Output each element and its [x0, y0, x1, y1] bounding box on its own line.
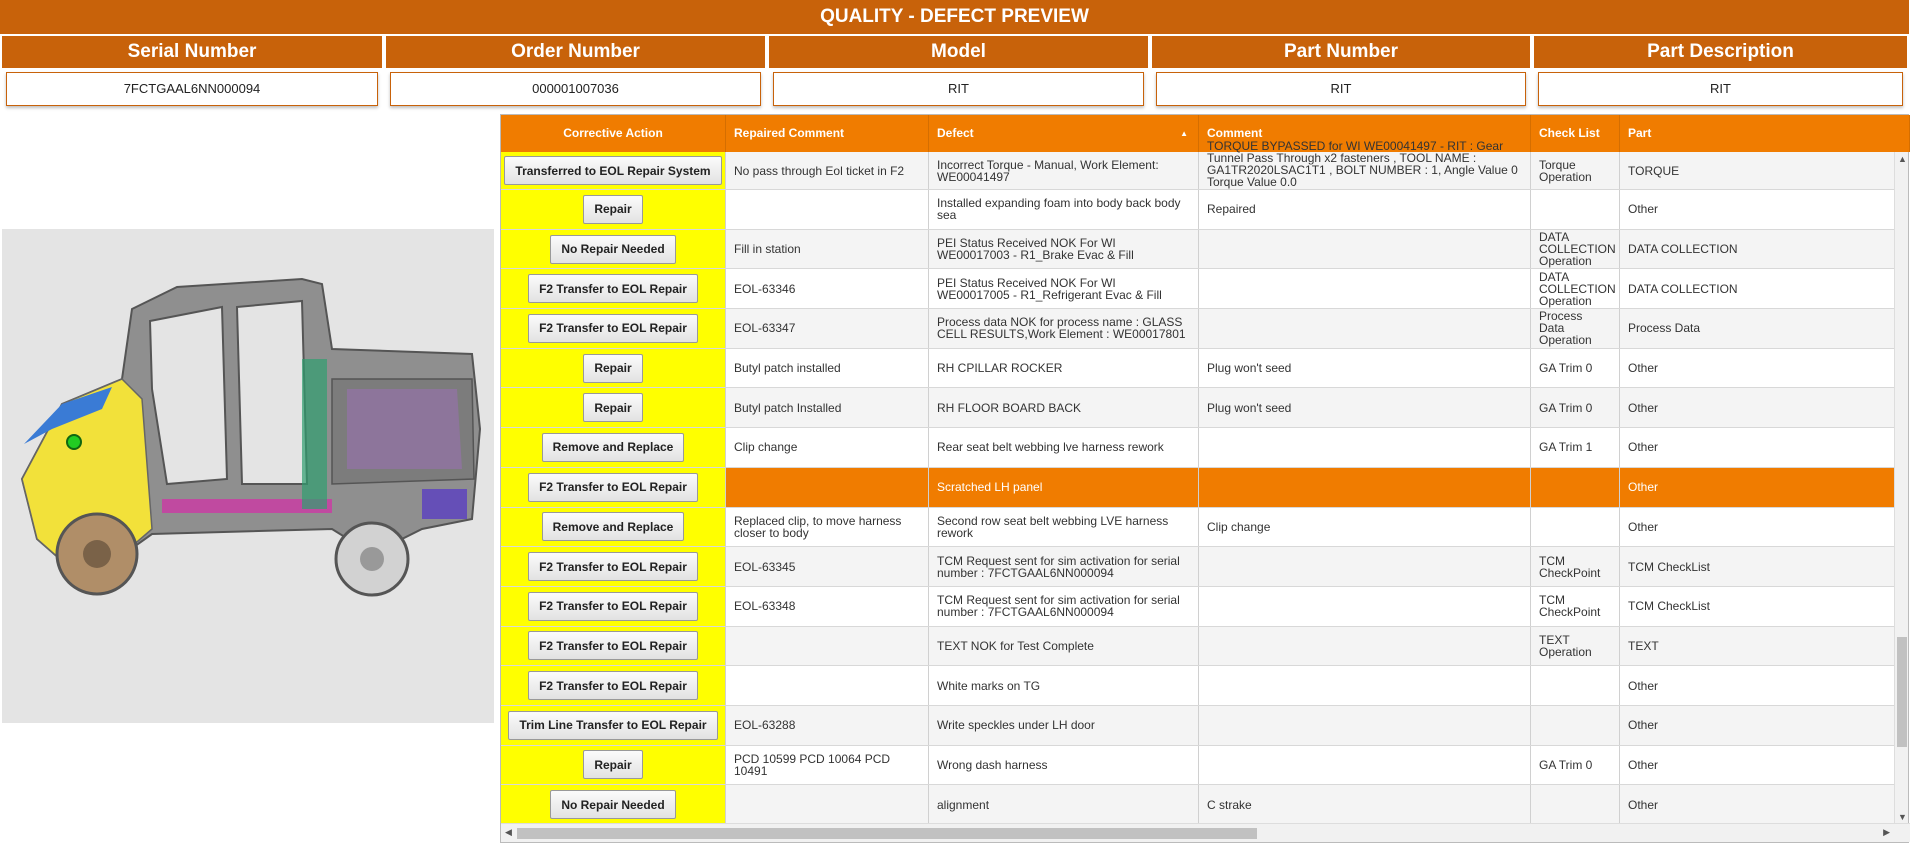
part-cell[interactable] — [1620, 547, 1896, 586]
part-cell[interactable] — [1620, 388, 1896, 427]
part-text: Process Data — [1628, 321, 1701, 336]
header-fields — [0, 34, 1909, 110]
table-row[interactable] — [501, 666, 1896, 706]
repaired-comment-cell[interactable] — [726, 230, 929, 269]
corrective-action-cell — [501, 746, 726, 785]
defect-cell[interactable] — [929, 388, 1199, 427]
comment-text: Clip change — [1207, 519, 1271, 534]
table-row[interactable] — [501, 508, 1896, 548]
part-cell[interactable] — [1620, 666, 1896, 705]
defect-text: Process data NOK for process name : GLASS CELL RESULTS,Work Element : WE00017801 — [937, 315, 1186, 342]
serial-number-label: Serial Number — [2, 36, 382, 68]
corrective-action-button[interactable]: Repair — [583, 393, 642, 422]
comment-text: Repaired — [1207, 202, 1256, 217]
check-list-cell[interactable] — [1531, 666, 1620, 705]
comment-cell[interactable] — [1199, 190, 1531, 229]
check-list-cell[interactable] — [1531, 785, 1620, 824]
defect-cell[interactable] — [929, 666, 1199, 705]
vehicle-image-panel — [2, 229, 494, 723]
horizontal-scroll-thumb[interactable] — [517, 828, 1257, 839]
repaired-comment-cell[interactable] — [726, 706, 929, 745]
part-text: Other — [1628, 440, 1659, 455]
corrective-action-button[interactable]: No Repair Needed — [550, 790, 675, 819]
part-text: Other — [1628, 480, 1659, 495]
serial-number-value[interactable]: 7FCTGAAL6NN000094 — [6, 72, 378, 106]
check-list-cell[interactable] — [1531, 746, 1620, 785]
repaired-comment-cell[interactable] — [726, 152, 929, 189]
defect-text: Write speckles under LH door — [937, 718, 1095, 733]
check-list-cell[interactable] — [1531, 269, 1620, 308]
corrective-action-button[interactable]: Repair — [583, 354, 642, 383]
part-text: Other — [1628, 519, 1659, 534]
check-list-text: Torque Operation — [1539, 157, 1592, 184]
defect-text: White marks on TG — [937, 678, 1041, 693]
corrective-action-cell — [501, 152, 726, 189]
repaired-comment-cell[interactable] — [726, 666, 929, 705]
vertical-scroll-thumb[interactable] — [1897, 637, 1907, 747]
repaired-comment-cell[interactable] — [726, 190, 929, 229]
vertical-scrollbar[interactable] — [1894, 152, 1908, 824]
part-text: Other — [1628, 757, 1659, 772]
part-text: TORQUE — [1628, 163, 1680, 178]
repaired-comment-text: Fill in station — [734, 242, 801, 257]
part-cell[interactable] — [1620, 627, 1896, 666]
repaired-comment-text: Clip change — [734, 440, 798, 455]
corrective-action-cell — [501, 666, 726, 705]
check-list-cell[interactable] — [1531, 587, 1620, 626]
table-row[interactable] — [501, 269, 1896, 309]
repaired-comment-cell[interactable] — [726, 785, 929, 824]
defect-cell[interactable] — [929, 152, 1199, 189]
repaired-comment-cell[interactable] — [726, 269, 929, 308]
corrective-action-button[interactable]: Transferred to EOL Repair System — [504, 156, 721, 185]
table-row[interactable] — [501, 587, 1896, 627]
part-text: Other — [1628, 797, 1659, 812]
table-row[interactable] — [501, 706, 1896, 746]
model-value[interactable]: RIT — [773, 72, 1144, 106]
defect-cell[interactable] — [929, 706, 1199, 745]
corrective-action-button[interactable]: F2 Transfer to EOL Repair — [528, 671, 698, 700]
comment-cell[interactable] — [1199, 627, 1531, 666]
table-row[interactable] — [501, 309, 1896, 349]
page-title: QUALITY - DEFECT PREVIEW — [0, 0, 1909, 34]
check-list-text: Process Data Operation — [1539, 309, 1592, 348]
col-corrective-action[interactable]: Corrective Action — [501, 115, 726, 152]
comment-text: Plug won't seed — [1207, 400, 1292, 415]
check-list-cell[interactable] — [1531, 627, 1620, 666]
comment-cell[interactable] — [1199, 428, 1531, 467]
check-list-cell[interactable] — [1531, 349, 1620, 388]
comment-text: TORQUE BYPASSED for WI WE00041497 - RIT : Gear Tunnel Pass Through x2 fasteners , TOOL NAME : GA1TR2020LSAC1T1 , BOLT NUMBER : 1, Angle Value 0 Torque Value 0.0 — [1207, 138, 1518, 189]
comment-cell[interactable] — [1199, 666, 1531, 705]
part-text: Other — [1628, 678, 1659, 693]
defect-text: RH FLOOR BOARD BACK — [937, 400, 1082, 415]
table-row[interactable] — [501, 547, 1896, 587]
defect-text: RH CPILLAR ROCKER — [937, 361, 1063, 376]
model-label: Model — [769, 36, 1148, 68]
defect-cell[interactable] — [929, 468, 1199, 507]
defect-text: TEXT NOK for Test Complete — [937, 638, 1094, 653]
col-defect[interactable] — [929, 115, 1199, 152]
corrective-action-cell — [501, 587, 726, 626]
repaired-comment-text: No pass through Eol ticket in F2 — [734, 163, 905, 178]
scroll-up-icon[interactable]: ▲ — [1898, 154, 1907, 164]
part-text: Other — [1628, 400, 1659, 415]
comment-cell[interactable] — [1199, 349, 1531, 388]
defect-cell[interactable] — [929, 587, 1199, 626]
check-list-cell[interactable] — [1531, 152, 1620, 189]
comment-cell[interactable] — [1199, 269, 1531, 308]
defect-text: Second row seat belt webbing LVE harness rework — [937, 513, 1169, 540]
comment-cell[interactable] — [1199, 138, 1531, 189]
corrective-action-cell — [501, 269, 726, 308]
corrective-action-button[interactable]: Trim Line Transfer to EOL Repair — [508, 711, 717, 740]
col-repaired-comment[interactable]: Repaired Comment — [726, 115, 929, 152]
corrective-action-cell — [501, 547, 726, 586]
serial-number-field — [0, 34, 384, 110]
defect-text: alignment — [937, 797, 990, 812]
repaired-comment-cell[interactable] — [726, 388, 929, 427]
defect-text: Incorrect Torque - Manual, Work Element: WE00041497 — [937, 157, 1159, 184]
check-list-text: DATA COLLECTION Operation — [1539, 269, 1616, 308]
repaired-comment-text: EOL-63347 — [734, 321, 796, 336]
table-row[interactable] — [501, 468, 1896, 508]
corrective-action-cell — [501, 706, 726, 745]
part-description-label: Part Description — [1534, 36, 1907, 68]
repaired-comment-text: Butyl patch installed — [734, 361, 841, 376]
part-text: Other — [1628, 202, 1659, 217]
check-list-cell[interactable] — [1531, 706, 1620, 745]
defect-cell[interactable] — [929, 190, 1199, 229]
defect-cell[interactable] — [929, 230, 1199, 269]
repaired-comment-text: Replaced clip, to move harness closer to body — [734, 513, 902, 540]
vehicle-body-image — [2, 229, 494, 723]
part-text: DATA COLLECTION — [1628, 281, 1738, 296]
defect-cell[interactable] — [929, 269, 1199, 308]
corrective-action-button[interactable]: F2 Transfer to EOL Repair — [528, 552, 698, 581]
corrective-action-button[interactable]: F2 Transfer to EOL Repair — [528, 592, 698, 621]
corrective-action-button[interactable]: F2 Transfer to EOL Repair — [528, 473, 698, 502]
check-list-text: TEXT Operation — [1539, 632, 1592, 659]
repaired-comment-cell[interactable] — [726, 349, 929, 388]
check-list-cell[interactable] — [1531, 508, 1620, 547]
corrective-action-button[interactable]: Repair — [583, 195, 642, 224]
corrective-action-cell — [501, 388, 726, 427]
defect-cell[interactable] — [929, 428, 1199, 467]
sort-ascending-icon: ▲ — [1180, 129, 1188, 138]
defect-cell[interactable] — [929, 508, 1199, 547]
comment-cell[interactable] — [1199, 746, 1531, 785]
table-row[interactable] — [501, 349, 1896, 389]
part-cell[interactable] — [1620, 785, 1896, 824]
comment-cell[interactable] — [1199, 508, 1531, 547]
defect-text: TCM Request sent for sim activation for serial number : 7FCTGAAL6NN000094 — [937, 553, 1180, 580]
defect-text: TCM Request sent for sim activation for serial number : 7FCTGAAL6NN000094 — [937, 593, 1180, 620]
defect-marker-icon[interactable] — [67, 435, 81, 449]
check-list-cell[interactable] — [1531, 547, 1620, 586]
repaired-comment-text: EOL-63288 — [734, 718, 796, 733]
repaired-comment-text: EOL-63345 — [734, 559, 796, 574]
table-row[interactable] — [501, 746, 1896, 786]
part-cell[interactable] — [1620, 152, 1896, 189]
part-cell[interactable] — [1620, 269, 1896, 308]
defect-cell[interactable] — [929, 547, 1199, 586]
check-list-text: GA Trim 0 — [1539, 400, 1593, 415]
col-comment[interactable]: Comment — [1199, 115, 1531, 152]
order-number-value[interactable]: 000001007036 — [390, 72, 761, 106]
table-row[interactable] — [501, 627, 1896, 667]
defect-grid — [500, 114, 1909, 843]
comment-cell[interactable] — [1199, 587, 1531, 626]
model-field — [767, 34, 1150, 110]
part-cell[interactable] — [1620, 508, 1896, 547]
check-list-text: TCM CheckPoint — [1539, 553, 1601, 580]
col-check-list[interactable]: Check List — [1531, 115, 1620, 152]
part-description-value[interactable]: RIT — [1538, 72, 1903, 106]
table-row[interactable] — [501, 190, 1896, 230]
table-row[interactable] — [501, 230, 1896, 270]
part-cell[interactable] — [1620, 706, 1896, 745]
corrective-action-button[interactable]: F2 Transfer to EOL Repair — [528, 314, 698, 343]
check-list-cell[interactable] — [1531, 230, 1620, 269]
part-text: TCM CheckList — [1628, 559, 1711, 574]
defect-text: Installed expanding foam into body back body sea — [937, 196, 1181, 223]
check-list-text: DATA COLLECTION Operation — [1539, 230, 1616, 269]
check-list-cell[interactable] — [1531, 468, 1620, 507]
part-number-value[interactable]: RIT — [1156, 72, 1526, 106]
corrective-action-cell — [501, 190, 726, 229]
repaired-comment-cell[interactable] — [726, 587, 929, 626]
table-row[interactable] — [501, 138, 1896, 190]
part-text: TCM CheckList — [1628, 599, 1711, 614]
comment-cell[interactable] — [1199, 388, 1531, 427]
defect-text: Wrong dash harness — [937, 757, 1048, 772]
repaired-comment-text: EOL-63346 — [734, 281, 796, 296]
part-cell[interactable] — [1620, 746, 1896, 785]
corrective-action-cell — [501, 309, 726, 348]
repaired-comment-cell[interactable] — [726, 428, 929, 467]
defect-cell[interactable] — [929, 627, 1199, 666]
order-number-field — [384, 34, 767, 110]
defect-cell[interactable] — [929, 349, 1199, 388]
table-row[interactable] — [501, 428, 1896, 468]
corrective-action-cell — [501, 349, 726, 388]
horizontal-scrollbar[interactable] — [501, 823, 1910, 842]
corrective-action-cell — [501, 230, 726, 269]
repaired-comment-cell[interactable] — [726, 746, 929, 785]
repaired-comment-text: Butyl patch Installed — [734, 400, 842, 415]
col-defect-label: Defect — [937, 126, 974, 140]
defect-text: PEI Status Received NOK For WI WE00017003 - R1_Brake Evac & Fill — [937, 236, 1134, 263]
corrective-action-button[interactable]: F2 Transfer to EOL Repair — [528, 274, 698, 303]
corrective-action-button[interactable]: Repair — [583, 750, 642, 779]
part-cell[interactable] — [1620, 349, 1896, 388]
repaired-comment-cell[interactable] — [726, 547, 929, 586]
part-number-label: Part Number — [1152, 36, 1530, 68]
comment-cell[interactable] — [1199, 785, 1531, 824]
part-cell[interactable] — [1620, 587, 1896, 626]
part-text: TEXT — [1628, 638, 1659, 653]
defect-text: Scratched LH panel — [937, 480, 1043, 495]
comment-text: C strake — [1207, 797, 1252, 812]
corrective-action-cell — [501, 508, 726, 547]
comment-cell[interactable] — [1199, 468, 1531, 507]
scroll-down-icon[interactable]: ▼ — [1898, 812, 1907, 822]
scroll-right-icon[interactable]: ▶ — [1883, 827, 1890, 837]
check-list-cell[interactable] — [1531, 428, 1620, 467]
grid-body — [501, 138, 1896, 824]
part-description-field — [1532, 34, 1909, 110]
grid-header — [501, 115, 1910, 152]
comment-cell[interactable] — [1199, 547, 1531, 586]
part-text: DATA COLLECTION — [1628, 242, 1738, 257]
corrective-action-button[interactable]: No Repair Needed — [550, 235, 675, 264]
comment-text: Plug won't seed — [1207, 361, 1292, 376]
comment-cell[interactable] — [1199, 706, 1531, 745]
defect-cell[interactable] — [929, 746, 1199, 785]
repaired-comment-cell[interactable] — [726, 309, 929, 348]
comment-cell[interactable] — [1199, 230, 1531, 269]
part-cell[interactable] — [1620, 468, 1896, 507]
table-row[interactable] — [501, 785, 1896, 825]
order-number-label: Order Number — [386, 36, 765, 68]
check-list-cell[interactable] — [1531, 190, 1620, 229]
repaired-comment-cell[interactable] — [726, 627, 929, 666]
corrective-action-cell — [501, 468, 726, 507]
part-cell[interactable] — [1620, 230, 1896, 269]
check-list-text: GA Trim 1 — [1539, 440, 1593, 455]
scroll-left-icon[interactable]: ◀ — [505, 827, 512, 837]
check-list-cell[interactable] — [1531, 388, 1620, 427]
repaired-comment-text: EOL-63348 — [734, 599, 796, 614]
corrective-action-button[interactable]: Remove and Replace — [542, 433, 685, 462]
check-list-text: GA Trim 0 — [1539, 757, 1593, 772]
part-text: Other — [1628, 361, 1659, 376]
col-part[interactable]: Part — [1620, 115, 1910, 152]
corrective-action-button[interactable]: Remove and Replace — [542, 512, 685, 541]
corrective-action-cell — [501, 428, 726, 467]
corrective-action-cell — [501, 785, 726, 824]
repaired-comment-text: PCD 10599 PCD 10064 PCD 10491 — [734, 751, 891, 778]
repaired-comment-cell[interactable] — [726, 468, 929, 507]
corrective-action-cell — [501, 627, 726, 666]
defect-cell[interactable] — [929, 785, 1199, 824]
defect-text: Rear seat belt webbing lve harness rework — [937, 440, 1164, 455]
corrective-action-button[interactable]: F2 Transfer to EOL Repair — [528, 631, 698, 660]
part-cell[interactable] — [1620, 428, 1896, 467]
defect-text: PEI Status Received NOK For WI WE00017005 - R1_Refrigerant Evac & Fill — [937, 275, 1162, 302]
check-list-cell[interactable] — [1531, 309, 1620, 348]
part-cell[interactable] — [1620, 309, 1896, 348]
repaired-comment-cell[interactable] — [726, 508, 929, 547]
part-text: Other — [1628, 718, 1659, 733]
table-row[interactable] — [501, 388, 1896, 428]
check-list-text: GA Trim 0 — [1539, 361, 1593, 376]
part-cell[interactable] — [1620, 190, 1896, 229]
defect-cell[interactable] — [929, 309, 1199, 348]
check-list-text: TCM CheckPoint — [1539, 593, 1601, 620]
comment-cell[interactable] — [1199, 309, 1531, 348]
part-number-field — [1150, 34, 1532, 110]
